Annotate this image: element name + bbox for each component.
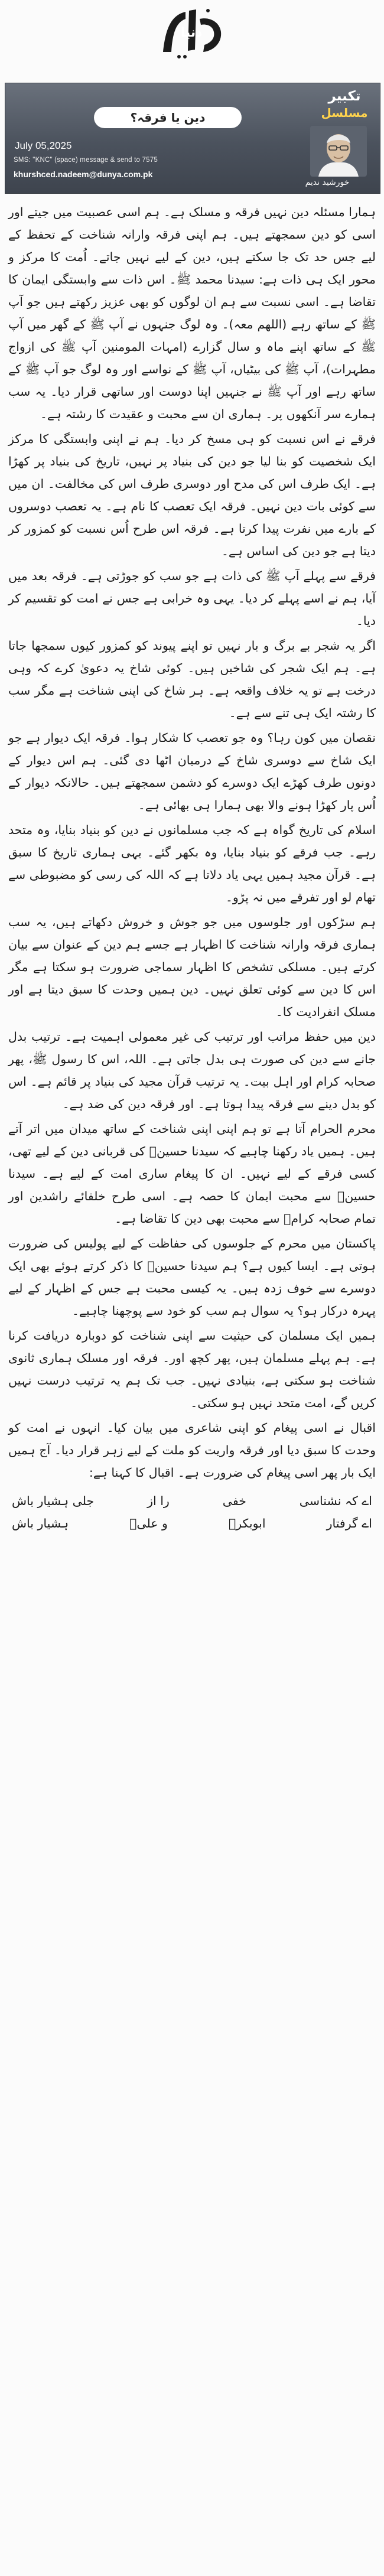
- article-paragraph: دین میں حفظ مراتب اور ترتیب کی غیر معمولی اہمیت ہے۔ ترتیب بدل جانے سے دین کی صورت ہی بدل جاتی ہے۔ اللہ، اس کا رسول ﷺ، پھر صحابہ کرام اور اہل بیت۔ یہ ترتیب قرآن مجید کی بنیاد پر قائم ہے۔ اس کو بدل دینے سے فرقہ پیدا ہوتا ہے۔ اور فرقہ دین کی ضد ہے۔: [8, 1030, 376, 1111]
- verse-segment: خفی: [222, 1494, 246, 1508]
- article-paragraph: اگر یہ شجر بے برگ و بار نہیں تو اپنے پیوند کو کمزور کیوں سمجھا جاتا ہے۔ ہم ایک شجر کی شاخیں ہیں۔ کوئی شاخ یہ دعویٰ کرے کہ وہی درخت ہے تو یہ خلاف واقعہ ہے۔ ہر شاخ کی اپنی شناخت ہے مگر سب کا رشتہ ایک ہی تنے سے ہے۔: [8, 639, 376, 720]
- verse-segment: جلی ہشیار باش: [12, 1494, 95, 1508]
- publish-date: July 05,2025: [15, 140, 72, 151]
- verse-segment: اے کہ نشناسی: [299, 1494, 372, 1508]
- verse-line: [8, 1512, 376, 1535]
- article-paragraph: ہمارا مسئلہ دین نہیں فرقہ و مسلک ہے۔ ہم اسی عصبیت میں جیتے اور اسی کو دین سمجھتے ہیں۔ ہم اپنی فرقہ وارانہ شناخت کے تحفظ کے لیے جس حد تک جا سکتے ہیں، دین کے لیے نہیں جاتے۔ اُمت کا مرکز و محور ایک ہی ذات ہے: سیدنا محمد ﷺ۔ اس ذات سے وابستگی ایمان کا تقاضا ہے۔ اسی نسبت سے ہم ان لوگوں کو بھی عزیز رکھتے ہیں جو آپ ﷺ کے ساتھ رہے (اللھم معہ)۔ وہ لوگ جنہوں نے آپ ﷺ کے گھر میں آپ ﷺ کے ساتھ اپنے ماہ و سال گزارے (امہات المومنین آپ ﷺ کی ازواج مطہرات)، آپ ﷺ کی بیٹیاں، آپ ﷺ کے نواسے اور وہ لوگ جو آپ ﷺ کے ساتھ رہے اور آپ ﷺ نے جنہیں اپنا دوست اور ساتھی قرار دیا۔ یہ سب ہمارے سر آنکھوں پر۔ ہماری ان سے محبت و عقیدت کا رشتہ ہے۔: [8, 205, 376, 421]
- verse-line: [8, 1490, 376, 1512]
- dunya-logo-mark: [152, 6, 230, 60]
- article-paragraph: فرقے سے پہلے آپ ﷺ کی ذات ہے جو سب کو جوڑتی ہے۔ فرقہ بعد میں آیا، ہم نے اسے پہلے کر دیا۔ یہی وہ خرابی ہے جس نے امت کو تقسیم کر دیا۔: [8, 569, 376, 628]
- article-title: دین یا فرقہ؟: [94, 107, 242, 128]
- column-header-banner: [5, 83, 380, 194]
- article-paragraph: اقبال نے اسی پیغام کو اپنی شاعری میں بیان کیا۔ انہوں نے امت کو وحدت کا سبق دیا اور فرقہ واریت کو ملت کے لیے زہر قرار دیا۔ آج ہمیں ایک بار پھر اسی پیغام کی ضرورت ہے۔ اقبال کا کہنا ہے:: [8, 1421, 376, 1480]
- article-paragraph: نقصان میں کون رہا؟ وہ جو تعصب کا شکار ہوا۔ فرقہ ایک دیوار ہے جو ایک شاخ سے دوسری شاخ کے درمیان اٹھا دی گئی۔ ہم اس دیوار کے دونوں طرف کھڑے ایک دوسرے کو دشمن سمجھتے ہیں۔ حالانکہ دیوار کے اُس پار کھڑا ہونے والا بھی ہمارا ہی بھائی ہے۔: [8, 731, 376, 812]
- verse-segment: را از: [147, 1494, 170, 1508]
- logo-word: دنیا: [180, 25, 203, 40]
- author-portrait-image: [310, 126, 367, 177]
- column-name-sub: مسلسل: [321, 106, 368, 120]
- article-body: [8, 201, 376, 1486]
- newspaper-logo: [152, 6, 230, 60]
- article-paragraph: محرم الحرام آتا ہے تو ہم اپنی اپنی شناخت کے ساتھ میدان میں اتر آتے ہیں۔ ہمیں یاد رکھنا چاہیے کہ سیدنا حسینؓ کی قربانی دین کے لیے تھی، کسی فرقے کے لیے نہیں۔ ان کا پیغام ساری امت کے لیے ہے۔ سیدنا حسینؓ سے محبت ایمان کا حصہ ہے۔ اسی طرح خلفائے راشدین اور تمام صحابہ کرامؓ سے محبت بھی دین کا تقاضا ہے۔: [8, 1122, 376, 1226]
- article-paragraph: ہمیں ایک مسلمان کی حیثیت سے اپنی شناخت کو دوبارہ دریافت کرنا ہے۔ ہم پہلے مسلمان ہیں، پھر کچھ اور۔ فرقہ اور مسلک ہماری ثانوی شناخت ہو سکتی ہے، بنیادی نہیں۔ جب تک ہم یہ ترتیب درست نہیں کریں گے، امت متحد نہیں ہو سکتی۔: [8, 1328, 376, 1410]
- verse-segment: ہشیار باش: [12, 1516, 69, 1530]
- author-email: khurshced.nadeem@dunya.com.pk: [14, 170, 153, 179]
- article-paragraph: اسلام کی تاریخ گواہ ہے کہ جب مسلمانوں نے دین کو بنیاد بنایا، وہ متحد رہے۔ جب فرقے کو بنیاد بنایا، وہ بکھر گئے۔ یہی ہماری تاریخ کا سبق ہے۔ قرآن مجید ہمیں یہی یاد دلاتا ہے کہ اللہ کی رسی کو مضبوطی سے تھام لو اور تفرقے میں نہ پڑو۔: [8, 823, 376, 904]
- article-paragraph: فرقے نے اس نسبت کو ہی مسخ کر دیا۔ ہم نے اپنی وابستگی کا مرکز ایک شخصیت کو بنا لیا جو دین کی بنیاد پر نہیں، تاریخ کی بنیاد پر کھڑا ہے۔ ایک طرف اس کی مدح اور دوسری طرف اس کی مخالفت۔ ان میں سے کوئی بات دین نہیں۔ فرقہ ایک تعصب کا نام ہے۔ یہ تعصب دوسروں کے بارے میں نفرت پیدا کرتا ہے۔ فرقہ اس طرح اُس نسبت کو کمزور کر دیتا ہے جو دین کی اساس ہے۔: [8, 432, 376, 558]
- article-paragraph: پاکستان میں محرم کے جلوسوں کی حفاظت کے لیے پولیس کی ضرورت ہوتی ہے۔ ایسا کیوں ہے؟ ہم سیدنا حسینؓ کا ذکر کرتے ہوئے بھی ایک دوسرے سے خوف زدہ ہیں۔ یہ کیسی محبت ہے جس کے اظہار کے لیے پہرہ درکار ہو؟ یہ سوال ہم سب کو خود سے پوچھنا چاہیے۔: [8, 1236, 376, 1318]
- column-name: تکبیر: [328, 89, 361, 104]
- column-name-badge: [317, 88, 372, 125]
- verse-segment: اے گرفتار: [326, 1516, 372, 1530]
- verse-segment: ابوبکرؓ: [228, 1516, 266, 1530]
- author-photo: [310, 126, 367, 177]
- article-paragraph: ہم سڑکوں اور جلوسوں میں جو جوش و خروش دکھاتے ہیں، یہ سب ہماری فرقہ وارانہ شناخت کا اظہار ہے جسے ہم دین کے عنوان سے بیان کرتے ہیں۔ مسلکی تشخص کا اظہار سماجی ضرورت ہو سکتا ہے مگر اس کا دین سے کوئی تعلق نہیں۔ دین ہمیں وحدت کا سبق دیتا ہے اور مسلک انفرادیت کا۔: [8, 915, 376, 1019]
- sms-instructions: SMS: "KNC" (space) message & send to 7575: [14, 157, 158, 164]
- closing-verse: [8, 1490, 376, 1535]
- author-name: خورشید ندیم: [305, 178, 350, 187]
- verse-segment: و علیؓ: [129, 1516, 168, 1530]
